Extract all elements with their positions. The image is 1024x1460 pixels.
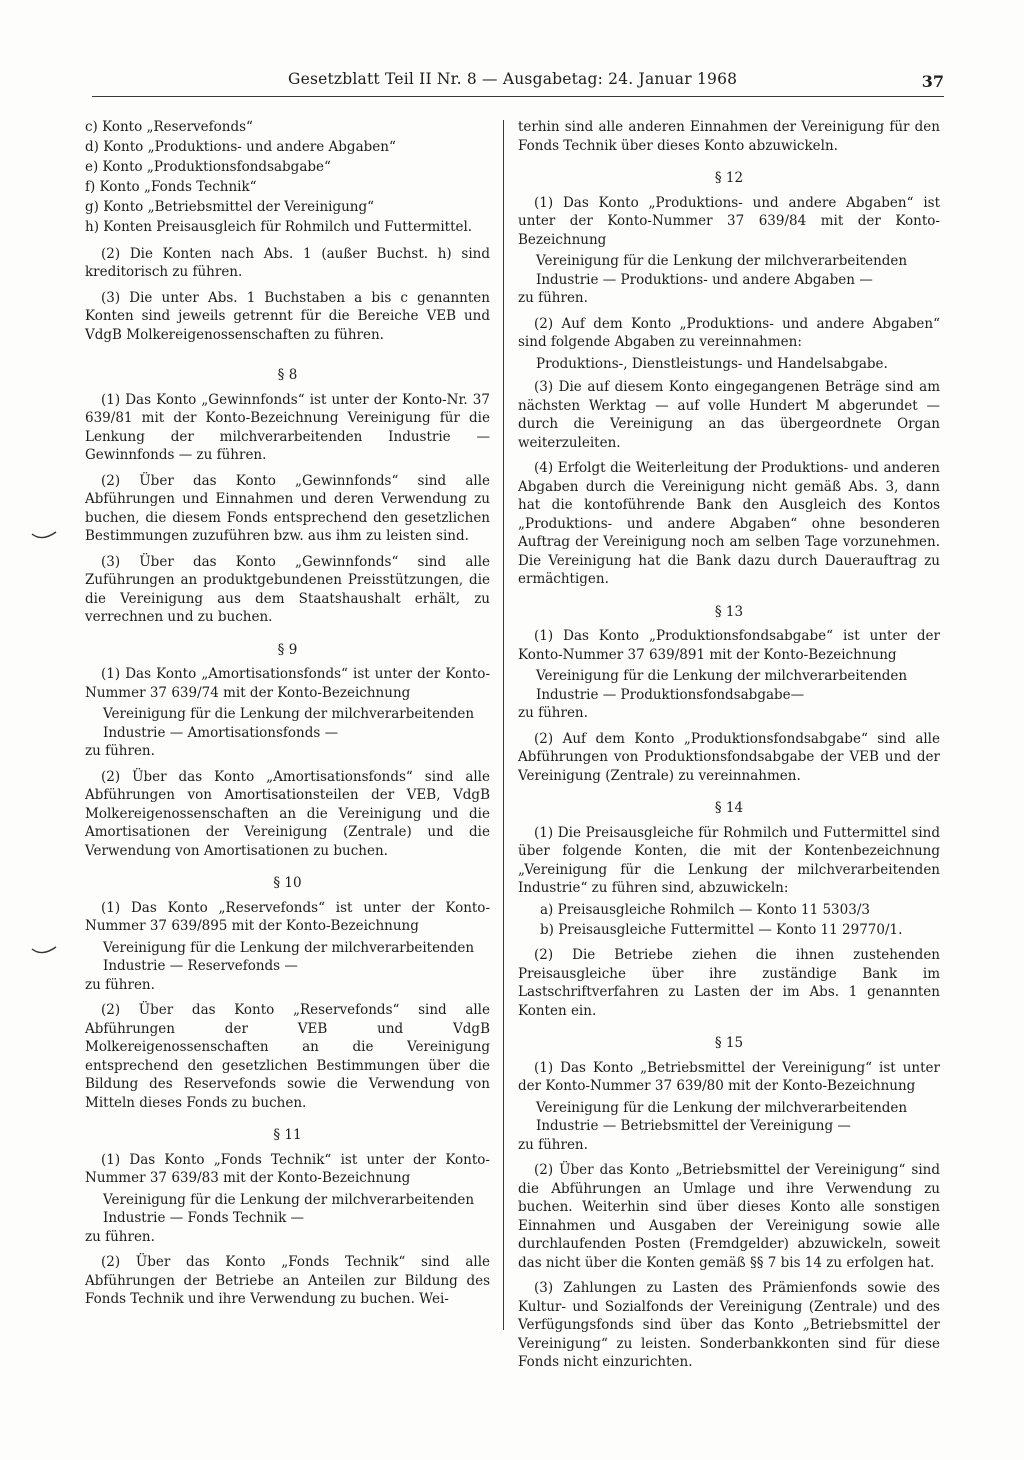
paragraph: (1) Das Konto „Reservefonds“ ist unter der Konto-Nummer 37 639/895 mit der Konto-Bezeichnung <box>85 899 490 934</box>
list-item: b) Preisausgleiche Futtermittel — Konto 11 29770/1. <box>540 921 903 938</box>
paragraph: (3) Zahlungen zu Lasten des Prämienfonds sowie des Kultur- und Sozialfonds der Vereinigung (Zentrale) und des Verfügungsfonds sind über das Konto „Betriebsmittel der Vereinigung“ zu leisten. Sonderbankkonten sind für diese Fonds nicht einzurichten. <box>518 1280 940 1370</box>
paragraph-tail: zu führen. <box>85 976 155 993</box>
margin-mark <box>30 945 58 957</box>
paragraph-tail: zu führen. <box>85 1228 155 1245</box>
paragraph: (2) Über das Konto „Reservefonds“ sind alle Abführungen der VEB und VdgB Molkereigenossenschaften an die Vereinigung entsprechend den gesetzlichen Bestimmungen über die Bildung des Reservefonds sowie die Verwendung von Mitteln dieses Fonds zu buchen. <box>85 1002 490 1111</box>
paragraph: (2) Die Betriebe ziehen die ihnen zustehenden Preisausgleiche über ihre zuständige Bank im Lastschriftverfahren zu Lasten der im Abs. 1 genannten Konten ein. <box>518 947 940 1019</box>
list-item: g) Konto „Betriebsmittel der Vereinigung“ <box>85 199 375 215</box>
paragraph: (2) Über das Konto „Amortisationsfonds“ sind alle Abführungen von Amortisationsteilen der VEB, VdgB Molkereigenossenschaften an die Vereinigung und die Amortisationen der Vereinigung (Zentrale) und die Verwendung von Amortisationen zu buchen. <box>85 768 490 859</box>
paragraph: (2) Auf dem Konto „Produktions- und andere Abgaben“ sind folgende Abgaben zu vereinnahmen: <box>518 315 940 350</box>
margin-mark <box>30 530 58 542</box>
account-designation: Vereinigung für die Lenkung der milchverarbeitenden Industrie — Fonds Technik — <box>103 1191 475 1226</box>
column-divider <box>503 120 504 1330</box>
section-heading: § 9 <box>277 641 298 658</box>
section-heading: § 11 <box>273 1127 302 1143</box>
paragraph: (1) Das Konto „Betriebsmittel der Vereinigung“ ist unter der Konto-Nummer 37 639/80 mit der Konto-Bezeichnung <box>518 1059 940 1094</box>
paragraph: (2) Über das Konto „Gewinnfonds“ sind alle Abführungen und Einnahmen und deren Verwendung zu buchen, die diesem Fonds entsprechend den gesetzlichen Bestimmungen zuzuführen bzw. aus ihm zu leisten sind. <box>85 472 490 544</box>
levy-types: Produktions-, Dienstleistungs- und Handelsabgabe. <box>536 355 888 372</box>
section-heading: § 12 <box>714 170 744 186</box>
account-designation: Vereinigung für die Lenkung der milchverarbeitenden Industrie — Reservefonds — <box>103 939 475 974</box>
paragraph: (1) Das Konto „Gewinnfonds“ ist unter der Konto-Nr. 37 639/81 mit der Konto-Bezeichnung Vereinigung für die Lenkung der milchverarbeitenden Industrie — Gewinnfonds — zu führen. <box>85 391 490 463</box>
paragraph: (3) Über das Konto „Gewinnfonds“ sind alle Zuführungen an produktgebundenen Preisstützungen, die die Vereinigung aus dem Staatshaushalt erhält, zu verrechnen und zu buchen. <box>85 553 490 625</box>
list-item: d) Konto „Produktions- und andere Abgaben“ <box>85 139 396 155</box>
account-designation: Vereinigung für die Lenkung der milchverarbeitenden Industrie — Amortisationsfonds — <box>103 706 475 741</box>
paragraph: (3) Die unter Abs. 1 Buchstaben a bis c genannten Konten sind jeweils getrennt für die Bereiche VEB und VdgB Molkereigenossenschaften zu führen. <box>85 289 490 343</box>
right-column <box>518 118 940 1379</box>
list-item: f) Konto „Fonds Technik“ <box>85 179 257 195</box>
section-heading: § 14 <box>714 800 744 816</box>
paragraph: (1) Das Konto „Produktions- und andere Abgaben“ ist unter der Konto-Nummer 37 639/84 mit der Konto-Bezeichnung <box>518 194 940 248</box>
page-header <box>92 70 944 98</box>
paragraph: (4) Erfolgt die Weiterleitung der Produktions- und anderen Abgaben durch die Vereinigung nicht gemäß Abs. 3, dann hat die kontoführende Bank den Ausgleich des Kontos „Produktions- und andere Abgaben“ ohne besonderen Auftrag der Vereinigung noch am selben Tage vorzunehmen. Die Vereinigung hat die Bank dazu durch Dauerauftrag zu ermächtigen. <box>518 460 940 587</box>
section-heading: § 15 <box>714 1035 744 1051</box>
header-rule <box>92 96 944 97</box>
page-number: 37 <box>921 72 944 91</box>
list-item: c) Konto „Reservefonds“ <box>85 119 253 135</box>
list-item: a) Preisausgleiche Rohmilch — Konto 11 5303/3 <box>540 901 870 918</box>
paragraph: (1) Das Konto „Amortisationsfonds“ ist unter der Konto-Nummer 37 639/74 mit der Konto-Bezeichnung <box>85 666 490 701</box>
section-heading: § 13 <box>714 603 744 620</box>
paragraph-tail: zu führen. <box>85 743 155 759</box>
paragraph: terhin sind alle anderen Einnahmen der Vereinigung für den Fonds Technik über dieses Konto abzuwickeln. <box>518 119 940 154</box>
paragraph: (3) Die auf diesem Konto eingegangenen Beträge sind am nächsten Werktag — auf volle Hundert M abgerundet — durch die Vereinigung an das übergeordnete Organ weiterzuleiten. <box>518 379 940 451</box>
paragraph: (1) Die Preisausgleiche für Rohmilch und Futtermittel sind über folgende Konten, die mit der Kontenbezeichnung „Vereinigung für die Lenkung der milchverarbeitenden Industrie“ zu führen sind, abzuwickeln: <box>518 824 940 896</box>
paragraph: (2) Über das Konto „Betriebsmittel der Vereinigung“ sind die Abführungen an Umlage und ihre Verwendung zu buchen. Weiterhin sind über dieses Konto alle sonstigen Einnahmen und Ausgaben der Vereinigung sowie alle durchlaufenden Posten (Fremdgelder) abzuwickeln, soweit das nicht über die Konten gemäß §§ 7 bis 14 zu erfolgen hat. <box>518 1162 940 1271</box>
list-item: e) Konto „Produktionsfondsabgabe“ <box>85 159 331 175</box>
list-item: h) Konten Preisausgleich für Rohmilch und Futtermittel. <box>85 219 473 235</box>
section-heading: § 8 <box>277 367 298 383</box>
left-column <box>85 118 490 1316</box>
account-designation: Vereinigung für die Lenkung der milchverarbeitenden Industrie — Produktions- und andere Abgaben — <box>536 253 908 288</box>
paragraph: (1) Das Konto „Produktionsfondsabgabe“ ist unter der Konto-Nummer 37 639/891 mit der Konto-Bezeichnung <box>518 628 940 663</box>
paragraph: (2) Die Konten nach Abs. 1 (außer Buchst. h) sind kreditorisch zu führen. <box>85 245 490 280</box>
header-title: Gesetzblatt Teil II Nr. 8 — Ausgabetag: 24. Januar 1968 <box>288 70 738 88</box>
paragraph: (2) Auf dem Konto „Produktionsfondsabgabe“ sind alle Abführungen von Produktionsfondsabgabe der VEB und der Vereinigung (Zentrale) zu vereinnahmen. <box>518 730 940 784</box>
account-designation: Vereinigung für die Lenkung der milchverarbeitenden Industrie — Produktionsfondsabgabe— <box>536 668 908 703</box>
section-heading: § 10 <box>273 875 302 891</box>
paragraph-tail: zu führen. <box>518 1136 588 1153</box>
paragraph-tail: zu führen. <box>518 290 588 306</box>
paragraph-tail: zu führen. <box>518 705 588 721</box>
paragraph: (1) Das Konto „Fonds Technik“ ist unter der Konto-Nummer 37 639/83 mit der Konto-Bezeichnung <box>85 1151 490 1186</box>
account-designation: Vereinigung für die Lenkung der milchverarbeitenden Industrie — Betriebsmittel der Vereinigung — <box>536 1099 908 1134</box>
paragraph: (2) Über das Konto „Fonds Technik“ sind alle Abführungen der Betriebe an Anteilen zur Bildung des Fonds Technik und ihre Verwendung zu buchen. Wei- <box>85 1254 490 1307</box>
